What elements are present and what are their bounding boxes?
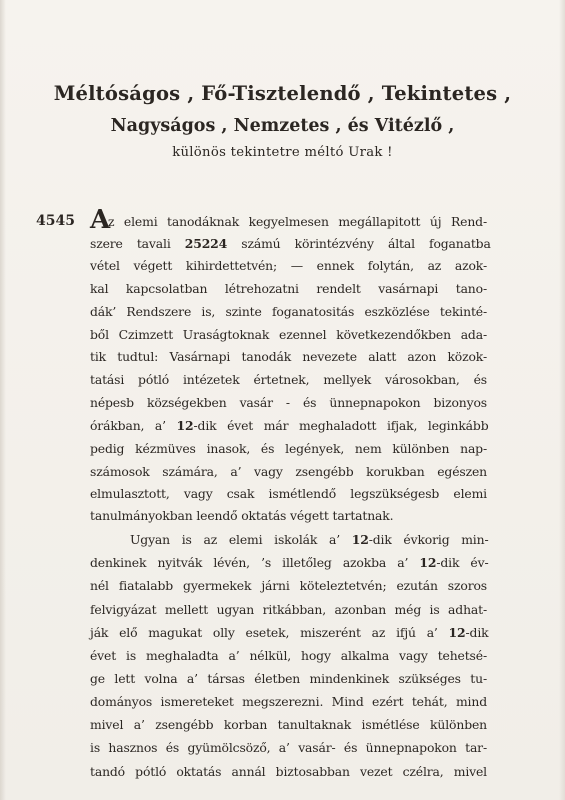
paragraph-2-line: tandó pótló oktatás annál biztosabban vezet czélra, mivel: [90, 764, 487, 779]
paragraph-1-line: dák’ Rendszere is, szinte foganatositás eszközlése tekinté-: [90, 304, 487, 319]
paragraph-2-line: mivel a’ zsengébb korban tanultaknak ismétlése különben: [90, 717, 487, 732]
paragraph-1-line: népesb községekben vasár - és ünnepnapokon bizonyos: [90, 395, 487, 410]
salutation-line-1: Méltóságos , Fő-Tisztelendő , Tekintetes ,: [53, 82, 512, 105]
paragraph-2-line: évet is meghaladta a’ nélkül, hogy alkalma vagy tehetsé-: [90, 648, 487, 663]
document-number: 4545: [36, 213, 75, 229]
paragraph-1-line: kal kapcsolatban létrehozatni rendelt vasárnapi tano-: [90, 281, 487, 296]
paragraph-1-line: z elemi tanodáknak kegyelmesen megállapitott új Rend-: [108, 214, 487, 229]
paragraph-2-line: is hasznos és gyümölcsöző, a’ vasár- és ünnepnapokon tar-: [90, 740, 487, 755]
paragraph-1-line: vétel végett kihirdettetvén; — ennek folytán, az azok-: [90, 258, 487, 273]
paragraph-2-line: nél fiatalabb gyermekek járni köteleztetvén; ezután szoros: [90, 578, 487, 593]
paragraph-1-line: szere tavali 25224 számú körintézvény által foganatba: [90, 236, 491, 251]
paragraph-2-line: felvigyázat mellett ugyan ritkábban, azonban még is adhat-: [90, 602, 487, 617]
paragraph-2-line: denkinek nyitvák lévén, ’s illetőleg azokba a’ 12-dik év-: [90, 555, 489, 570]
paragraph-2-line: ják elő magukat olly esetek, miszerént az ifjú a’ 12-dik: [90, 625, 489, 640]
paragraph-1-line: tanulmányokban leendő oktatás végett tartatnak.: [90, 508, 394, 523]
paragraph-2-line: ge lett volna a’ társas életben mindenkinek szükséges tu-: [90, 671, 487, 686]
paragraph-1-line: elmulasztott, vagy csak ismétlendő legszükségesb elemi: [90, 486, 487, 501]
salutation-line-3: különös tekintetre méltó Urak !: [172, 145, 393, 160]
drop-cap: A: [90, 205, 111, 235]
paragraph-1-line: tik tudtul: Vasárnapi tanodák nevezete alatt azon közok-: [90, 349, 487, 364]
paragraph-2-line: Ugyan is az elemi iskolák a’ 12-dik évkorig min-: [130, 532, 489, 547]
paragraph-1-line: pedig kézmüves inasok, és legények, nem különben nap-: [90, 441, 487, 456]
paragraph-1-line: órákban, a’ 12-dik évet már meghaladott ifjak, leginkább: [90, 418, 489, 433]
paragraph-1-line: számosok számára, a’ vagy zsengébb korukban egészen: [90, 464, 487, 479]
paragraph-2-line: dományos ismereteket megszerezni. Mind ezért tehát, mind: [90, 694, 487, 709]
paragraph-1-line: ből Czimzett Uraságtoknak ezennel következendőkben ada-: [90, 327, 487, 342]
salutation-line-2: Nagyságos , Nemzetes , és Vitézlő ,: [110, 116, 455, 136]
paragraph-1-line: tatási pótló intézetek értetnek, mellyek városokban, és: [90, 372, 487, 387]
